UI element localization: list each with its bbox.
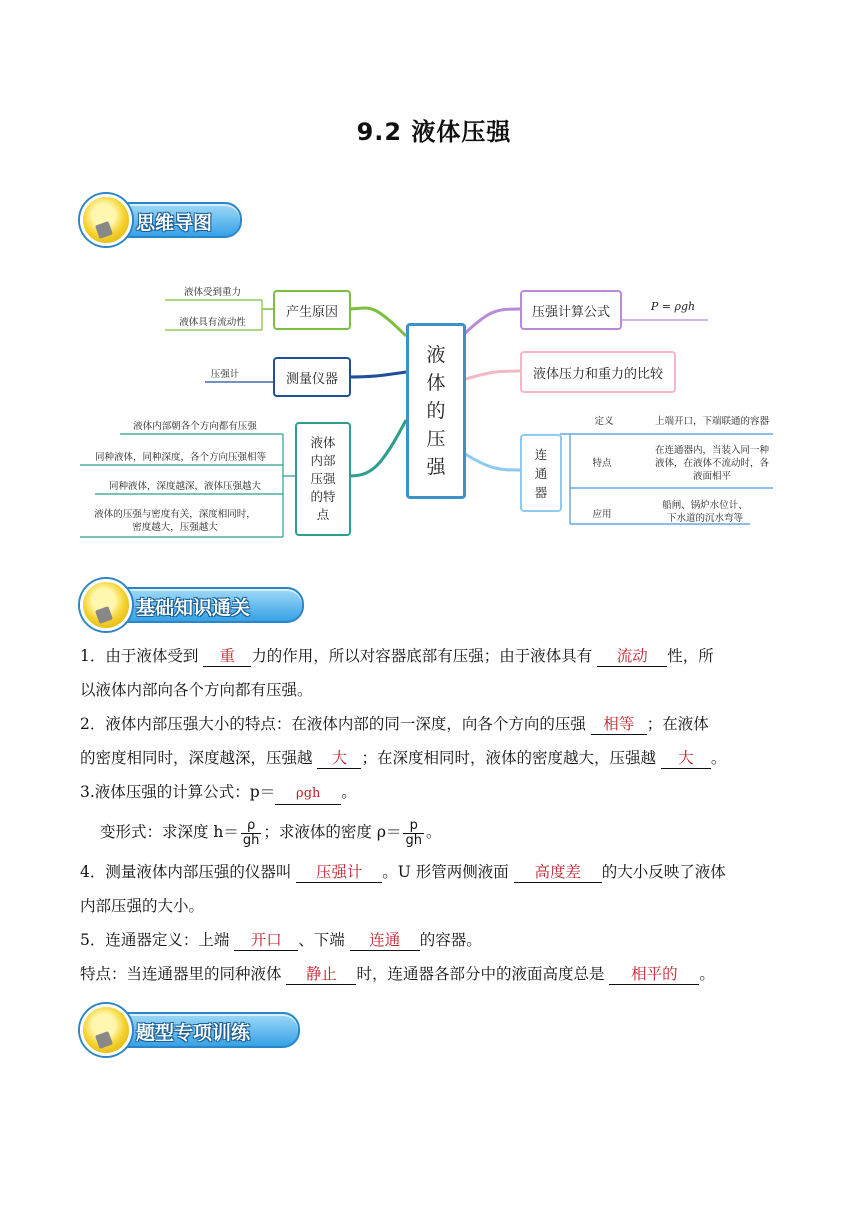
answer-blank: 流动 xyxy=(597,646,667,667)
leaf-cause-flow: 液体具有流动性 xyxy=(179,317,246,328)
center-char: 的 xyxy=(426,400,446,422)
question-1-line-1: 1．由于液体受到 重 力的作用，所以对容器底部有压强；由于液体具有 流动 性，所 xyxy=(80,647,714,665)
leaf-feature-4a: 液体的压强与密度有关，深度相同时， xyxy=(94,509,256,520)
question-5-line-2: 特点：当连通器里的同种液体 静止 时，连通器各部分中的液面高度总是 相平的 。 xyxy=(80,965,715,983)
training-banner-label: 题型专项训练 xyxy=(136,1022,251,1044)
question-5-line-1: 5．连通器定义：上端 开口 、下端 连通 的容器。 xyxy=(80,931,482,949)
node-connector xyxy=(520,434,562,512)
lightbulb-icon xyxy=(80,579,132,631)
features-line: 内部 xyxy=(310,453,336,468)
question-2-line-2: 的密度相同时，深度越深，压强越 大 ；在深度相同时，液体的密度越大，压强越 大 。 xyxy=(80,749,727,767)
connector-char: 通 xyxy=(534,465,548,481)
connector-char: 器 xyxy=(534,484,548,500)
connector-definition-text: 上端开口，下端联通的容器 xyxy=(654,416,769,427)
node-formula: 压强计算公式 xyxy=(520,290,622,330)
answer-blank: 静止 xyxy=(286,964,356,985)
question-1-line-2: 以液体内部向各个方向都有压强。 xyxy=(80,681,313,699)
node-features xyxy=(295,422,351,536)
fraction-density: $\frac{p}{gh}$ xyxy=(405,817,422,848)
features-line: 的特 xyxy=(310,489,336,504)
connector-row-definition: 定义 xyxy=(594,416,614,427)
node-cause: 产生原因 xyxy=(273,290,351,330)
connector-row-application: 应用 xyxy=(592,509,612,520)
answer-blank: 重 xyxy=(203,646,251,667)
answer-blank: ρgh xyxy=(275,784,341,805)
answer-blank: 相平的 xyxy=(609,964,699,985)
lightbulb-icon xyxy=(80,1004,132,1056)
connector-char: 连 xyxy=(534,446,548,462)
answer-blank: 压强计 xyxy=(296,862,382,883)
question-3-variants: 变形式：求深度 h＝ $\frac{\rho}{gh}$ ；求液体的密度 ρ＝ $\frac{p}{gh}$ 。 xyxy=(100,817,442,848)
question-4-line-2: 内部压强的大小。 xyxy=(80,897,205,915)
leaf-feature-3: 同种液体，深度越深，液体压强越大 xyxy=(108,481,261,492)
fraction-depth: $\frac{\rho}{gh}$ xyxy=(242,817,260,848)
connector-application-text-2: 下水道的沉水弯等 xyxy=(666,513,743,524)
question-2-line-1: 2．液体内部压强大小的特点：在液体内部的同一深度，向各个方向的压强 相等 ；在液体 xyxy=(80,715,709,733)
answer-blank: 高度差 xyxy=(514,862,602,883)
answer-blank: 连通 xyxy=(350,930,420,951)
node-instrument: 测量仪器 xyxy=(273,357,351,397)
center-char: 强 xyxy=(426,456,446,478)
leaf-feature-1: 液体内部朝各个方向都有压强 xyxy=(133,421,257,432)
leaf-feature-4b: 密度越大，压强越大 xyxy=(132,522,218,533)
node-compare: 液体压力和重力的比较 xyxy=(520,351,676,393)
formula-value: P = ρgh xyxy=(650,300,696,313)
features-line: 液体 xyxy=(310,435,336,450)
page-title: 9.2 液体压强 xyxy=(356,118,512,146)
basics-banner-label: 基础知识通关 xyxy=(136,597,251,619)
features-line: 点 xyxy=(316,507,330,522)
center-char: 压 xyxy=(426,428,446,450)
answer-blank: 开口 xyxy=(234,930,298,951)
connector-row-feature: 特点 xyxy=(592,458,612,469)
basics-banner xyxy=(80,579,305,627)
mind-map-center xyxy=(406,323,466,499)
center-char: 体 xyxy=(426,372,446,394)
leaf-feature-2: 同种液体，同种深度，各个方向压强相等 xyxy=(94,452,266,463)
training-banner xyxy=(80,1004,300,1052)
connector-feature-text-3: 液面相平 xyxy=(692,471,731,482)
answer-blank: 大 xyxy=(661,748,711,769)
leaf-pressure-gauge: 压强计 xyxy=(210,369,240,380)
question-4-line-1: 4．测量液体内部压强的仪器叫 压强计 。U 形管两侧液面 高度差 的大小反映了液体 xyxy=(80,863,726,881)
answer-blank: 大 xyxy=(317,748,361,769)
connector-feature-text-1: 在连通器内，当装入同一种 xyxy=(654,445,769,456)
center-char: 液 xyxy=(426,344,446,366)
mindmap-banner-label: 思维导图 xyxy=(136,212,213,234)
answer-blank: 相等 xyxy=(591,714,647,735)
connector-feature-text-2: 液体，在液体不流动时，各 xyxy=(654,458,769,469)
question-3: 3.液体压强的计算公式：p＝ ρgh 。 xyxy=(80,782,788,805)
connector-application-text-1: 船闸、锅炉水位计、 xyxy=(662,500,748,511)
leaf-cause-gravity: 液体受到重力 xyxy=(183,287,241,298)
features-line: 压强 xyxy=(310,471,336,486)
